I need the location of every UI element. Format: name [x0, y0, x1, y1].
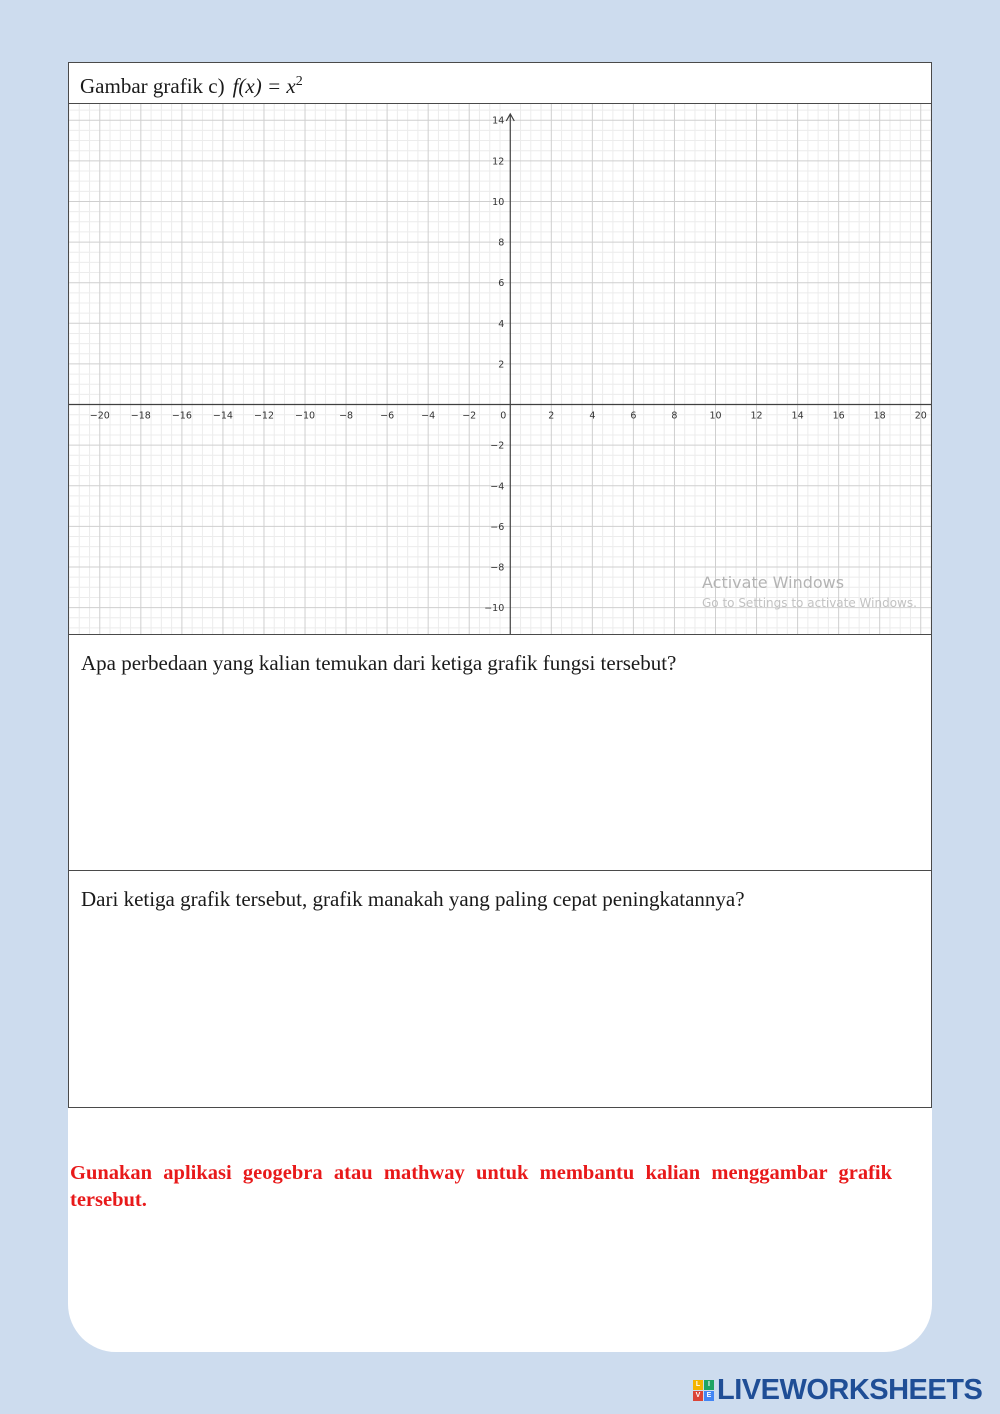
x-tick-label: −8: [339, 410, 354, 422]
x-tick-label: 2: [548, 410, 555, 422]
x-tick-label: −16: [171, 410, 192, 422]
y-tick-label: 12: [492, 156, 505, 168]
y-tick-label: 14: [492, 115, 505, 127]
worksheet-table: [68, 62, 932, 1108]
x-tick-label: −6: [380, 410, 395, 422]
brand-name: LIVEWORKSHEETS: [717, 1373, 983, 1406]
x-tick-label: 0: [500, 410, 507, 422]
watermark-line-1: Activate Windows: [702, 573, 845, 592]
question-row-1[interactable]: [69, 635, 931, 871]
x-tick-label: 6: [630, 410, 637, 422]
x-tick-label: 10: [709, 410, 722, 422]
x-tick-label: 12: [750, 410, 763, 422]
instruction-text: Gunakan aplikasi geogebra atau mathway untuk membantu kalian menggambar grafik tersebut.: [70, 1162, 892, 1211]
graph-row: [69, 104, 931, 635]
y-tick-label: 6: [498, 278, 505, 290]
x-tick-label: −2: [462, 410, 477, 422]
x-tick-label: 20: [914, 410, 927, 422]
y-tick-label: −10: [484, 603, 505, 615]
x-tick-label: −4: [421, 410, 436, 422]
question-2-text: Dari ketiga grafik tersebut, grafik manakah yang paling cepat peningkatannya?: [81, 887, 745, 911]
logo-letter-e: E: [704, 1391, 714, 1401]
tick-labels: [90, 116, 927, 614]
x-tick-label: −20: [89, 410, 110, 422]
x-tick-label: −18: [130, 410, 151, 422]
graph-title: Gambar grafik c): [80, 73, 225, 98]
x-tick-label: 4: [589, 410, 596, 422]
coordinate-grid[interactable]: [69, 104, 931, 634]
watermark-line-2: Go to Settings to activate Windows.: [702, 596, 917, 610]
y-tick-label: −2: [490, 440, 505, 452]
logo-letter-i: I: [704, 1380, 714, 1390]
x-tick-label: 18: [873, 410, 886, 422]
question-1-text: Apa perbedaan yang kalian temukan dari ketiga grafik fungsi tersebut?: [81, 651, 677, 675]
liveworksheets-brand[interactable]: [693, 1374, 982, 1406]
y-tick-label: 8: [498, 237, 505, 249]
y-tick-label: −6: [490, 521, 505, 533]
y-tick-label: 10: [492, 196, 505, 208]
function-text: f(x) = x: [232, 73, 296, 98]
y-tick-label: 2: [498, 359, 505, 371]
question-row-2[interactable]: [69, 871, 931, 1107]
y-tick-label: −4: [490, 481, 505, 493]
y-tick-label: 4: [498, 318, 505, 330]
function-formula: [233, 74, 303, 99]
x-tick-label: −14: [212, 410, 233, 422]
x-tick-label: 16: [832, 410, 845, 422]
x-tick-label: 14: [791, 410, 804, 422]
y-tick-label: −8: [490, 562, 505, 574]
graph-title-row: [69, 63, 931, 104]
x-tick-label: −10: [294, 410, 316, 422]
logo-letter-v: V: [693, 1391, 703, 1401]
x-tick-label: 8: [671, 410, 678, 422]
liveworksheets-logo-icon: [693, 1380, 714, 1401]
x-tick-label: −12: [253, 410, 275, 422]
worksheet-page: [68, 62, 932, 1352]
logo-letter-l: L: [693, 1380, 703, 1390]
function-exponent: 2: [295, 73, 303, 89]
